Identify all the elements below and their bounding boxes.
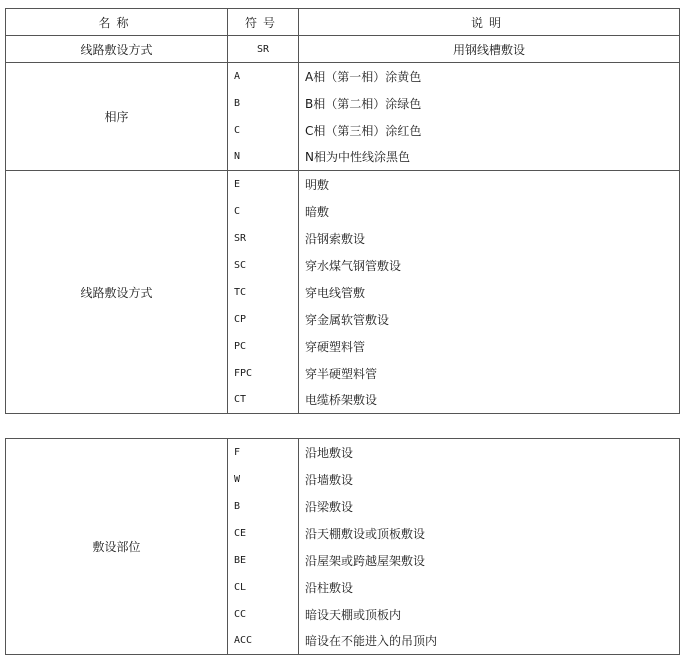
row-description: 穿硬塑料管 <box>305 339 366 354</box>
row-symbol: C <box>228 117 299 144</box>
group-name-phase: 相序 <box>6 63 228 171</box>
row-description: 暗设在不能进入的吊顶内 <box>305 634 438 649</box>
row-description: 沿柱敷设 <box>305 580 354 595</box>
row-description: 暗设天棚或顶板内 <box>305 607 402 622</box>
row-description: 暗敷 <box>305 204 330 219</box>
row-description: A相（第一相）涂黄色 <box>299 63 680 90</box>
row-symbol: F <box>228 439 299 466</box>
row-description: 明敷 <box>299 171 680 198</box>
row-symbol: C <box>228 198 299 225</box>
table-header-row <box>6 9 680 36</box>
table-row <box>6 439 680 466</box>
row-description: 用钢线槽敷设 <box>452 42 525 57</box>
row-description: 沿屋架或跨越屋架敷设 <box>305 553 426 568</box>
row-symbol: CE <box>228 520 299 547</box>
row-symbol: SR <box>228 225 299 252</box>
row-symbol: CC <box>228 601 299 628</box>
row-name: 线路敷设方式 <box>6 36 228 63</box>
row-symbol: A <box>228 63 299 90</box>
row-description: 沿地敷设 <box>305 445 354 460</box>
row-description: 穿水煤气钢管敷设 <box>305 258 402 273</box>
row-symbol: CL <box>228 574 299 601</box>
row-symbol: CP <box>228 306 299 333</box>
row-symbol: W <box>228 466 299 493</box>
group-name-wiring: 线路敷设方式 <box>6 171 228 414</box>
group-name-location: 敷设部位 <box>6 439 228 655</box>
row-description: B相（第二相）涂绿色 <box>305 96 422 111</box>
row-symbol: E <box>228 171 299 198</box>
row-symbol: N <box>228 144 299 171</box>
table-row <box>6 36 680 63</box>
row-symbol: BE <box>228 547 299 574</box>
header-description: 说明 <box>299 9 680 36</box>
row-symbol: ACC <box>228 628 299 655</box>
row-description: 沿墙敷设 <box>305 472 354 487</box>
header-symbol: 符号 <box>228 9 299 36</box>
row-symbol: PC <box>228 333 299 360</box>
row-symbol: SC <box>228 252 299 279</box>
laying-location-table <box>5 438 680 655</box>
table-row <box>6 171 680 198</box>
row-symbol: TC <box>228 279 299 306</box>
row-description: 穿电线管敷 <box>305 285 366 300</box>
row-description: N相为中性线涂黑色 <box>305 150 410 165</box>
row-symbol: B <box>228 493 299 520</box>
row-description: 沿梁敷设 <box>305 499 354 514</box>
row-description: 沿钢索敷设 <box>305 231 366 246</box>
row-symbol: CT <box>228 387 299 414</box>
table-row <box>6 63 680 90</box>
row-symbol: SR <box>228 36 299 63</box>
row-description: 电缆桥架敷设 <box>305 393 378 408</box>
row-description: 穿金属软管敷设 <box>305 312 390 327</box>
row-symbol: FPC <box>228 360 299 387</box>
row-description: C相（第三相）涂红色 <box>305 123 422 138</box>
row-description: 沿天棚敷设或顶板敷设 <box>305 526 426 541</box>
row-description: 穿半硬塑料管 <box>305 366 378 381</box>
wiring-symbols-table <box>5 8 680 414</box>
row-symbol: B <box>228 90 299 117</box>
header-name: 名称 <box>6 9 228 36</box>
